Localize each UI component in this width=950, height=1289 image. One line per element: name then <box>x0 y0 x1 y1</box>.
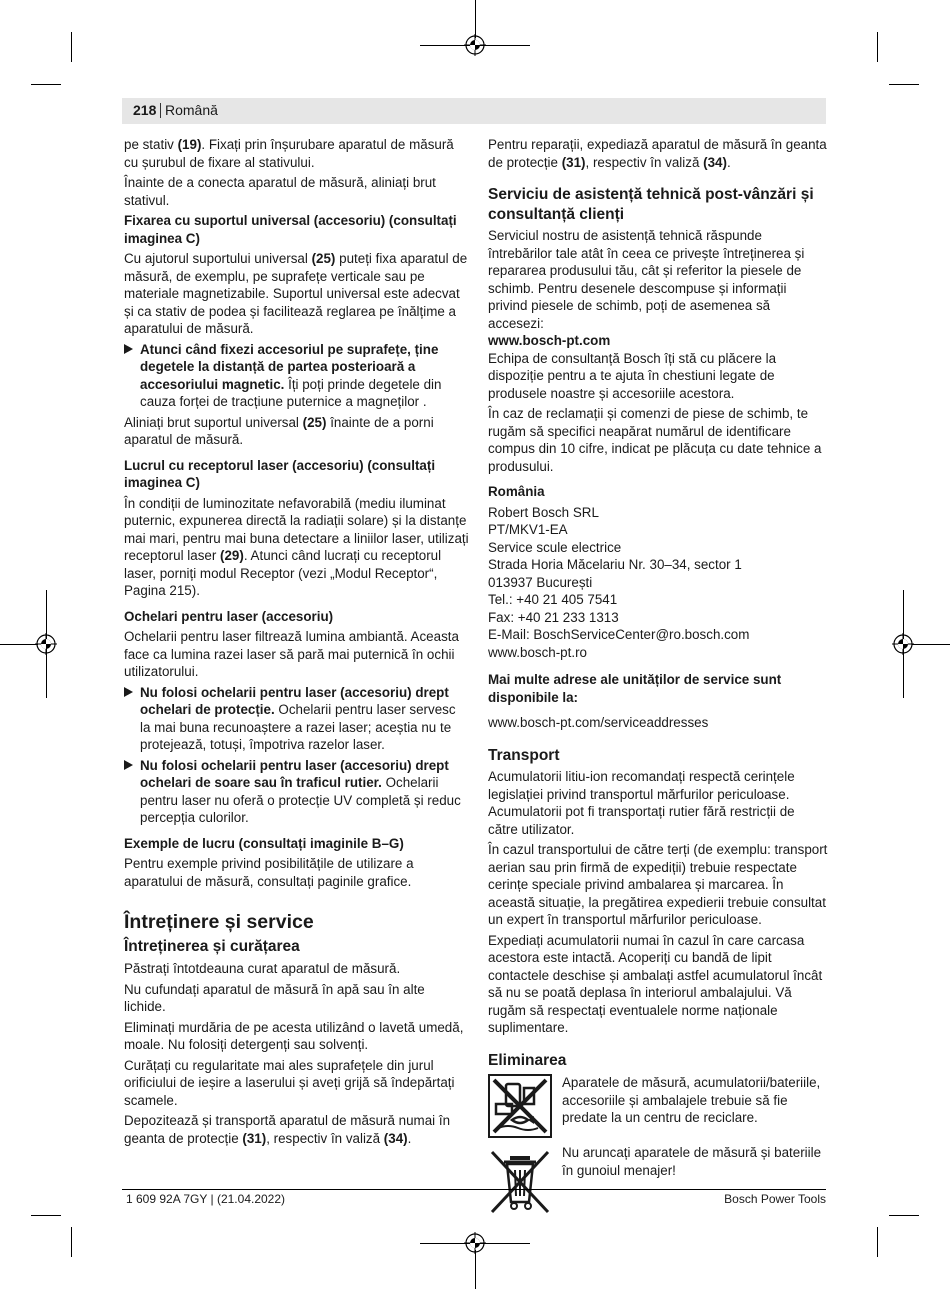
paragraph: În cazul transportului de către terți (de exemplu: transport aerian sau prin firmă de expediții) trebuie respectate cerințe speciale privind ambalarea și marcarea. În această situație, la pregătirea expedierii trebuie consultat un expert în transportul mărfurilor periculoase. <box>488 842 828 927</box>
chapter-heading: Întreținere și service <box>124 911 314 933</box>
crop-mark <box>31 1215 61 1216</box>
paragraph: Nu cufundați aparatul de măsură în apă sau în alte lichide. <box>124 981 425 1014</box>
crop-mark <box>475 1250 476 1289</box>
crop-mark <box>877 1227 878 1257</box>
recycling-sorting-icon <box>488 1074 552 1138</box>
crop-mark <box>31 84 61 85</box>
address-line: Strada Horia Măcelariu Nr. 30–34, sector 1 <box>488 557 742 572</box>
paragraph: Pentru exemple privind posibilitățile de utilizare a aparatului de măsură, consultați paginile grafice. <box>124 856 414 889</box>
paragraph: Acumulatorii litiu-ion recomandați respectă cerințele legislației privind transportul mărfurilor periculoase. Acumulatorii pot fi transportați rutier fără restricții de către utilizator. <box>488 769 795 837</box>
bullet-triangle-icon <box>124 687 133 697</box>
paragraph: Pentru reparații, expediază aparatul de măsură în geanta de protecție (31), respectiv în valiză (34). <box>488 137 827 170</box>
section-heading: Eliminarea <box>488 1051 567 1069</box>
paragraph: Expediați acumulatorii numai în cazul în care carcasa acestora este intactă. Acoperiți cu bandă de lipit contactele deschise și ambalați astfel acumulatorul încât să nu se poată deplasa în interiorul ambalajului. Vă rugăm să respectați eventualele norme naționale suplimentare. <box>488 932 823 1035</box>
crop-mark <box>71 32 72 62</box>
email-address[interactable]: E-Mail: BoschServiceCenter@ro.bosch.com <box>488 627 750 642</box>
paragraph: Aliniați brut suportul universal (25) înainte de a porni aparatul de măsură. <box>124 414 434 447</box>
paragraph: Înainte de a conecta aparatul de măsură, aliniați brut stativul. <box>124 175 436 208</box>
registration-mark-icon <box>464 34 486 56</box>
website-link[interactable]: www.bosch-pt.ro <box>488 644 587 660</box>
warning-bullet: Nu folosi ochelarii pentru laser (accesoriu) drept ochelari de soare sau în traficul rutier. Ochelarii pentru laser nu oferă o protecție UV completă și reduc percepția culorilor. <box>124 757 469 827</box>
phone-number: Tel.: +40 21 405 7541 <box>488 592 618 607</box>
paragraph: Depozitează și transportă aparatul de măsură numai în geanta de protecție (31), respectiv în valiză (34). <box>124 1113 451 1146</box>
warning-bullet: Atunci când fixezi accesoriul pe suprafețe, ține degetele la distanță de partea posterioară a accesoriului magnetic. Îți poți prinde degetele din cauza forței de tracțiune puternice a magneților . <box>124 341 469 411</box>
crop-mark <box>912 644 950 645</box>
address-line: PT/MKV1-EA <box>488 522 568 537</box>
paragraph: Serviciul nostru de asistență tehnică răspunde întrebărilor tale atât în ceea ce privește întreținerea și repararea produsului tău, cât și referitor la piesele de schimb. Pentru desenele descompuse și informații privind piesele de schimb, poți de asemenea să accesezi: <box>488 228 805 331</box>
bullet-triangle-icon <box>124 760 133 770</box>
header-language: Română <box>165 102 218 118</box>
service-address <box>488 504 828 662</box>
paragraph: Ochelarii pentru laser filtrează lumina ambiantă. Aceasta face ca lumina razei laser să pară mai puternică în ochii utilizatorului. <box>124 629 459 679</box>
crop-mark <box>475 0 476 38</box>
header-separator <box>160 103 161 118</box>
left-column <box>124 136 469 1150</box>
paragraph: Cu ajutorul suportului universal (25) puteți fixa aparatul de măsură, de exemplu, pe suprafețe verticale sau pe materiale magnetizabile. Suportul universal este adecvat și ca stativ de podea și facilitează reglarea pe înălțime a aparatului de măsură. <box>124 251 468 336</box>
right-column <box>488 136 828 1222</box>
section-heading: Fixarea cu suportul universal (accesoriu) (consultați imaginea C) <box>124 213 457 246</box>
warning-bullet: Nu folosi ochelarii pentru laser (accesoriu) drept ochelari de protecție. Ochelarii pentru laser servesc la mai buna recunoaștere a razei laser; aceștia nu te protejează, totuși, împotriva razelor laser. <box>124 684 469 754</box>
page-header-bar <box>122 98 826 124</box>
section-heading: Exemple de lucru (consultați imaginile B–G) <box>124 835 404 851</box>
crop-mark <box>889 84 919 85</box>
section-heading: Ochelari pentru laser (accesoriu) <box>124 608 334 624</box>
footer-brand: Bosch Power Tools <box>724 1192 826 1206</box>
country-heading: România <box>488 484 545 499</box>
page-number: 218 <box>133 102 157 118</box>
paragraph: Curățați cu regularitate mai ales suprafețele din jurul orificiului de ieșire a laserului și aveți grijă să îndepărtați scamele. <box>124 1057 455 1108</box>
section-heading: Transport <box>488 746 560 764</box>
registration-mark-icon <box>35 633 57 655</box>
paragraph: pe stativ (19). Fixați prin înșurubare aparatul de măsură cu șurubul de fixare al stativului. <box>124 137 454 170</box>
bullet-triangle-icon <box>124 344 133 354</box>
fax-number: Fax: +40 21 233 1313 <box>488 609 619 625</box>
website-link[interactable]: www.bosch-pt.com/serviceaddresses <box>488 715 709 730</box>
paragraph: În caz de reclamații și comenzi de piese de schimb, te rugăm să specifici neapărat numărul de identificare compus din 10 cifre, indicat pe plăcuța cu date tehnice a produsului. <box>488 406 822 474</box>
disposal-row <box>488 1074 828 1138</box>
crop-mark <box>71 1227 72 1257</box>
footer-rule <box>122 1189 826 1190</box>
disposal-text: Aparatele de măsură, acumulatorii/bateriile, accesoriile și ambalajele trebuie să fie predate la un centru de reciclare. <box>562 1075 821 1125</box>
crop-mark <box>0 644 38 645</box>
crop-mark <box>877 32 878 62</box>
document-id: 1 609 92A 7GY | (21.04.2022) <box>126 1192 286 1206</box>
registration-mark-icon <box>892 633 914 655</box>
section-heading: Mai multe adrese ale unităților de service sunt disponibile la: <box>488 672 782 705</box>
website-link[interactable]: www.bosch-pt.com <box>488 333 611 348</box>
paragraph: Păstrați întotdeauna curat aparatul de măsură. <box>124 961 401 976</box>
address-line: Service scule electrice <box>488 539 622 555</box>
registration-mark-icon <box>464 1232 486 1254</box>
address-line: 013937 București <box>488 574 593 590</box>
crop-mark <box>889 1215 919 1216</box>
disposal-text: Nu aruncați aparatele de măsură și bateriile în gunoiul menajer! <box>562 1145 822 1178</box>
section-heading: Serviciu de asistență tehnică post-vânzări și consultanță clienți <box>488 186 814 223</box>
section-heading: Lucrul cu receptorul laser (accesoriu) (consultați imaginea C) <box>124 457 436 490</box>
subchapter-heading: Întreținerea și curățarea <box>124 938 300 955</box>
paragraph: Echipa de consultanță Bosch îți stă cu plăcere la dispoziție pentru a te ajuta în chestiuni legate de produsele noastre și accesoriile acestora. <box>488 350 777 401</box>
paragraph: În condiții de luminozitate nefavorabilă (mediu iluminat puternic, expunerea directă la radiații solare) și la distanțe mai mari, pentru mai buna detectare a liniilor laser, utilizați receptorul laser (29). Atunci când lucrați cu receptorul laser, porniți modul Receptor (vezi „Modul Receptor“, Pagina 215). <box>124 495 469 598</box>
paragraph: Eliminați murdăria de pe acesta utilizând o lavetă umedă, moale. Nu folosiți detergenți sau solvenți. <box>124 1019 464 1052</box>
address-line: Robert Bosch SRL <box>488 504 599 520</box>
crossed-bin-icon <box>488 1144 552 1216</box>
